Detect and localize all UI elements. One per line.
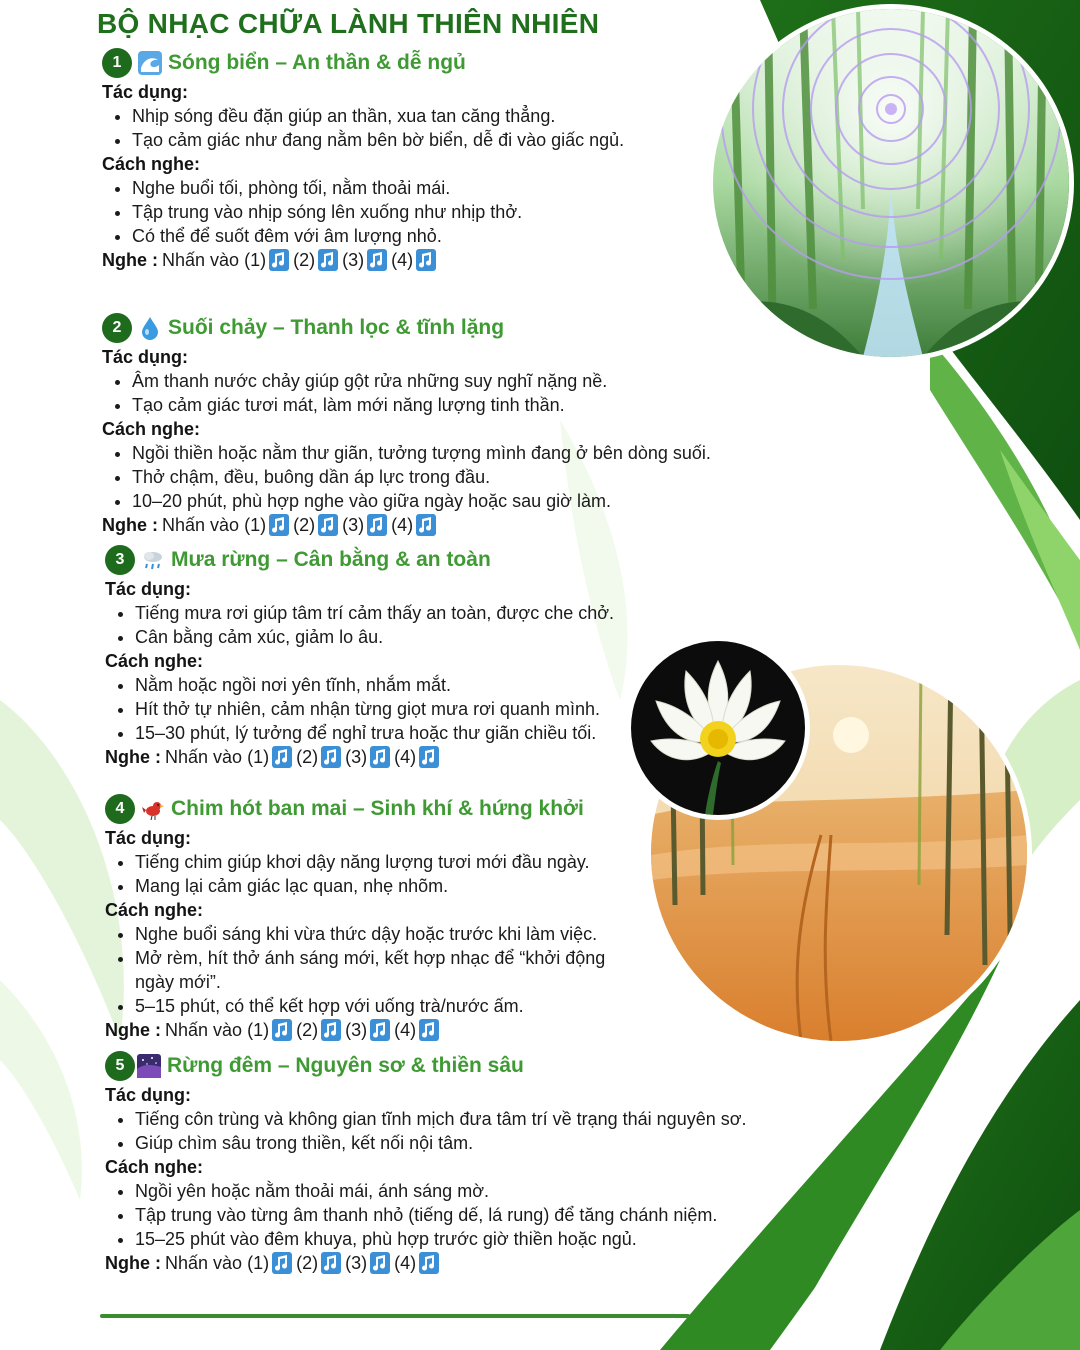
music-note-icon [367,514,387,536]
music-note-icon [272,1252,292,1274]
music-note-icon [416,514,436,536]
listen-link-3[interactable]: (3) [345,747,368,767]
listen-link-2[interactable]: (2) [296,1020,319,1040]
effects-list [102,104,802,152]
page-title: BỘ NHẠC CHỮA LÀNH THIÊN NHIÊN [97,8,600,39]
listen-link-4[interactable]: (4) [391,515,414,535]
list-item: • Tạo cảm giác như đang nằm bên bờ biển, dễ đi vào giấc ngủ. [132,128,632,152]
music-note-icon [367,249,387,271]
music-note-icon [370,746,390,768]
effects-label: Tác dụng: [105,828,191,848]
list-item: • Mở rèm, hít thở ánh sáng mới, kết hợp nhạc để “khởi động ngày mới”. [135,946,635,994]
music-note-icon [370,1252,390,1274]
list-item: • Giúp chìm sâu trong thiền, kết nối nội tâm. [135,1131,805,1155]
listen-label: Nghe : [105,1253,161,1273]
list-item: • Tiếng chim giúp khơi dậy năng lượng tươi mới đầu ngày. [135,850,805,874]
listen-row [105,1018,805,1042]
listen-link-4[interactable]: (4) [394,1020,417,1040]
list-item: • 15–25 phút vào đêm khuya, phù hợp trước giờ thiền hoặc ngủ. [135,1227,805,1251]
listen-text: Nhấn vào [165,1020,243,1040]
listen-link-2[interactable]: (2) [296,1253,319,1273]
section-number-badge: 4 [105,794,135,824]
listen-link-4[interactable]: (4) [394,1253,417,1273]
night-sky-icon [137,1054,161,1078]
music-note-icon [318,514,338,536]
music-note-icon [419,1019,439,1041]
howto-label: Cách nghe: [102,154,201,174]
listen-link-1[interactable]: (1) [247,747,270,767]
section-number-badge: 1 [102,48,132,78]
droplet-icon [138,316,162,340]
listen-link-3[interactable]: (3) [342,515,365,535]
listen-link-2[interactable]: (2) [293,515,316,535]
wave-icon [138,51,162,75]
list-item: • Nhịp sóng đều đặn giúp an thần, xua tan căng thẳng. [132,104,802,128]
list-item: • Nằm hoặc ngồi nơi yên tĩnh, nhắm mắt. [135,673,805,697]
howto-list [105,1179,805,1251]
effects-list [102,369,802,417]
section-header [102,311,802,345]
music-note-icon [272,1019,292,1041]
listen-link-3[interactable]: (3) [342,250,365,270]
bamboo-forest-photo [708,4,1074,362]
lotus-flower-photo [626,636,810,820]
section-night-forest [105,1049,805,1275]
list-item: • Thở chậm, đều, buông dần áp lực trong đầu. [132,465,802,489]
listen-link-3[interactable]: (3) [345,1253,368,1273]
list-item: • Nghe buổi sáng khi vừa thức dậy hoặc trước khi làm việc. [135,922,805,946]
list-item: • Ngồi thiền hoặc nằm thư giãn, tưởng tượng mình đang ở bên dòng suối. [132,441,802,465]
section-waves [102,46,802,272]
bottom-divider [100,1314,690,1318]
section-header [105,543,805,577]
music-note-icon [321,1252,341,1274]
listen-label: Nghe : [102,515,158,535]
listen-link-4[interactable]: (4) [391,250,414,270]
section-title: Mưa rừng – Cân bằng & an toàn [171,548,491,571]
music-note-icon [269,249,289,271]
listen-link-3[interactable]: (3) [345,1020,368,1040]
listen-row [102,248,802,272]
list-item: • 5–15 phút, có thể kết hợp với uống trà/nước ấm. [135,994,805,1018]
listen-link-1[interactable]: (1) [244,250,267,270]
howto-label: Cách nghe: [102,419,201,439]
section-header [105,1049,805,1083]
music-note-icon [419,746,439,768]
music-note-icon [370,1019,390,1041]
list-item: • Ngồi yên hoặc nằm thoải mái, ánh sáng mờ. [135,1179,805,1203]
bird-icon [141,797,165,821]
list-item: • Có thể để suốt đêm với âm lượng nhỏ. [132,224,802,248]
section-title: Chim hót ban mai – Sinh khí & hứng khởi [171,797,584,820]
music-note-icon [416,249,436,271]
listen-label: Nghe : [105,747,161,767]
rain-cloud-icon [141,548,165,572]
listen-text: Nhấn vào [162,250,240,270]
effects-list [105,1107,805,1155]
listen-link-1[interactable]: (1) [247,1253,270,1273]
list-item: • Cân bằng cảm xúc, giảm lo âu. [135,625,805,649]
list-item: • Tiếng côn trùng và không gian tĩnh mịch đưa tâm trí về trạng thái nguyên sơ. [135,1107,791,1131]
listen-label: Nghe : [105,1020,161,1040]
list-item: • Hít thở tự nhiên, cảm nhận từng giọt mưa rơi quanh mình. [135,697,805,721]
effects-label: Tác dụng: [102,347,188,367]
music-note-icon [269,514,289,536]
section-title: Sóng biển – An thần & dễ ngủ [168,51,466,74]
listen-row [105,1251,805,1275]
list-item: • Tập trung vào nhịp sóng lên xuống như nhịp thở. [132,200,802,224]
section-number-badge: 5 [105,1051,135,1081]
list-item: • Mang lại cảm giác lạc quan, nhẹ nhõm. [135,874,805,898]
list-item: • 15–30 phút, lý tưởng để nghỉ trưa hoặc thư giãn chiều tối. [135,721,805,745]
listen-link-1[interactable]: (1) [247,1020,270,1040]
listen-link-2[interactable]: (2) [296,747,319,767]
effects-label: Tác dụng: [105,1085,191,1105]
section-number-badge: 2 [102,313,132,343]
section-title: Suối chảy – Thanh lọc & tĩnh lặng [168,316,505,339]
music-note-icon [272,746,292,768]
listen-link-4[interactable]: (4) [394,747,417,767]
music-note-icon [321,746,341,768]
music-note-icon [419,1252,439,1274]
listen-label: Nghe : [102,250,158,270]
howto-label: Cách nghe: [105,651,204,671]
section-number-badge: 3 [105,545,135,575]
list-item: • Tạo cảm giác tươi mát, làm mới năng lượng tinh thần. [132,393,802,417]
section-header [102,46,802,80]
section-stream [102,311,802,537]
howto-label: Cách nghe: [105,1157,204,1177]
effects-label: Tác dụng: [105,579,191,599]
list-item: • Nghe buổi tối, phòng tối, nằm thoải mái. [132,176,802,200]
listen-link-1[interactable]: (1) [244,515,267,535]
listen-text: Nhấn vào [165,747,243,767]
music-note-icon [318,249,338,271]
howto-label: Cách nghe: [105,900,204,920]
howto-list [102,176,802,248]
list-item: • 10–20 phút, phù hợp nghe vào giữa ngày hoặc sau giờ làm. [132,489,802,513]
listen-text: Nhấn vào [165,1253,243,1273]
list-item: • Tiếng mưa rơi giúp tâm trí cảm thấy an toàn, được che chở. [135,601,805,625]
listen-link-2[interactable]: (2) [293,250,316,270]
section-title: Rừng đêm – Nguyên sơ & thiền sâu [167,1054,524,1077]
list-item: • Âm thanh nước chảy giúp gột rửa những suy nghĩ nặng nề. [132,369,802,393]
listen-text: Nhấn vào [162,515,240,535]
listen-row [102,513,802,537]
howto-list [102,441,802,513]
list-item: • Tập trung vào từng âm thanh nhỏ (tiếng dế, lá rung) để tăng chánh niệm. [135,1203,805,1227]
effects-label: Tác dụng: [102,82,188,102]
music-note-icon [321,1019,341,1041]
